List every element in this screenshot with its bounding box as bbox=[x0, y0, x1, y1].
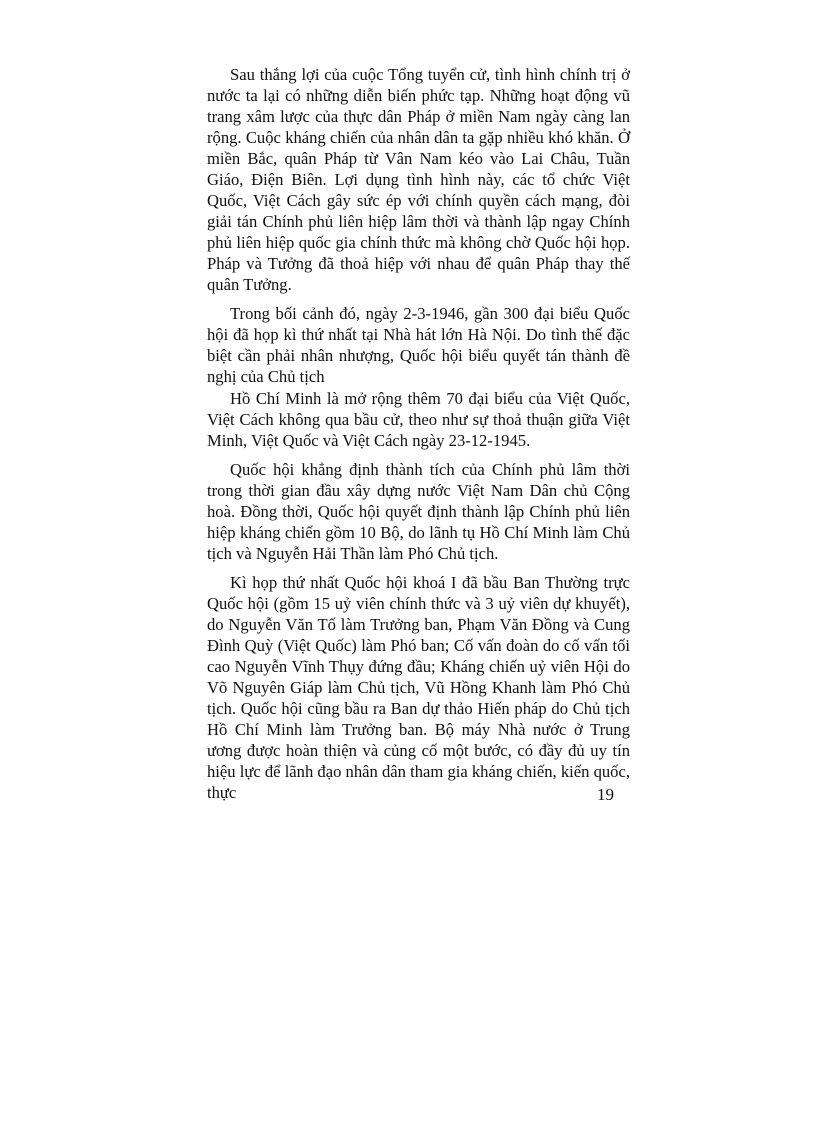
page-number: 19 bbox=[597, 785, 614, 804]
page-body bbox=[207, 64, 630, 803]
paragraph-1: Sau thắng lợi của cuộc Tổng tuyển cử, tình hình chính trị ở nước ta lại có những diễn biến phức tạp. Những hoạt động vũ trang xâm lược của thực dân Pháp ở miền Nam ngày càng lan rộng. Cuộc kháng chiến của nhân dân ta gặp nhiều khó khăn. Ở miền Bắc, quân Pháp từ Vân Nam kéo vào Lai Châu, Tuần Giáo, Điện Biên. Lợi dụng tình hình này, các tổ chức Việt Quốc, Việt Cách gây sức ép với chính quyền cách mạng, đòi giải tán Chính phủ liên hiệp lâm thời và thành lập ngay Chính phủ liên hiệp quốc gia chính thức mà không chờ Quốc hội họp. Pháp và Tưởng đã thoả hiệp với nhau để quân Pháp thay thế quân Tưởng. bbox=[207, 65, 630, 294]
paragraph-3: Hồ Chí Minh là mở rộng thêm 70 đại biểu của Việt Quốc, Việt Cách không qua bầu cử, theo như sự thoả thuận giữa Việt Minh, Việt Quốc và Việt Cách ngày 23-12-1945. bbox=[207, 389, 630, 450]
paragraph-2: Trong bối cảnh đó, ngày 2-3-1946, gần 300 đại biểu Quốc hội đã họp kì thứ nhất tại Nhà hát lớn Hà Nội. Do tình thế đặc biệt cần phải nhân nhượng, Quốc hội biểu quyết tán thành đề nghị của Chủ tịch bbox=[207, 304, 630, 386]
paragraph-4: Quốc hội khẳng định thành tích của Chính phủ lâm thời trong thời gian đầu xây dựng nước Việt Nam Dân chủ Cộng hoà. Đồng thời, Quốc hội quyết định thành lập Chính phủ liên hiệp kháng chiến gồm 10 Bộ, do lãnh tụ Hồ Chí Minh làm Chủ tịch và Nguyễn Hải Thần làm Phó Chủ tịch. bbox=[207, 460, 630, 563]
paragraph-5: Kì họp thứ nhất Quốc hội khoá I đã bầu Ban Thường trực Quốc hội (gồm 15 uỷ viên chính thức và 3 uỷ viên dự khuyết), do Nguyễn Văn Tố làm Trưởng ban, Phạm Văn Đồng và Cung Đình Quỳ (Việt Quốc) làm Phó ban; Cố vấn đoàn do cố vấn tối cao Nguyễn Vĩnh Thụy đứng đầu; Kháng chiến uỷ viên Hội do Võ Nguyên Giáp làm Chủ tịch, Vũ Hồng Khanh làm Phó Chủ tịch. Quốc hội cũng bầu ra Ban dự thảo Hiến pháp do Chủ tịch Hồ Chí Minh làm Trưởng ban. Bộ máy Nhà nước ở Trung ương được hoàn thiện và củng cố một bước, có đầy đủ uy tín hiệu lực để lãnh đạo nhân dân tham gia kháng chiến, kiến quốc, thực bbox=[207, 573, 630, 802]
